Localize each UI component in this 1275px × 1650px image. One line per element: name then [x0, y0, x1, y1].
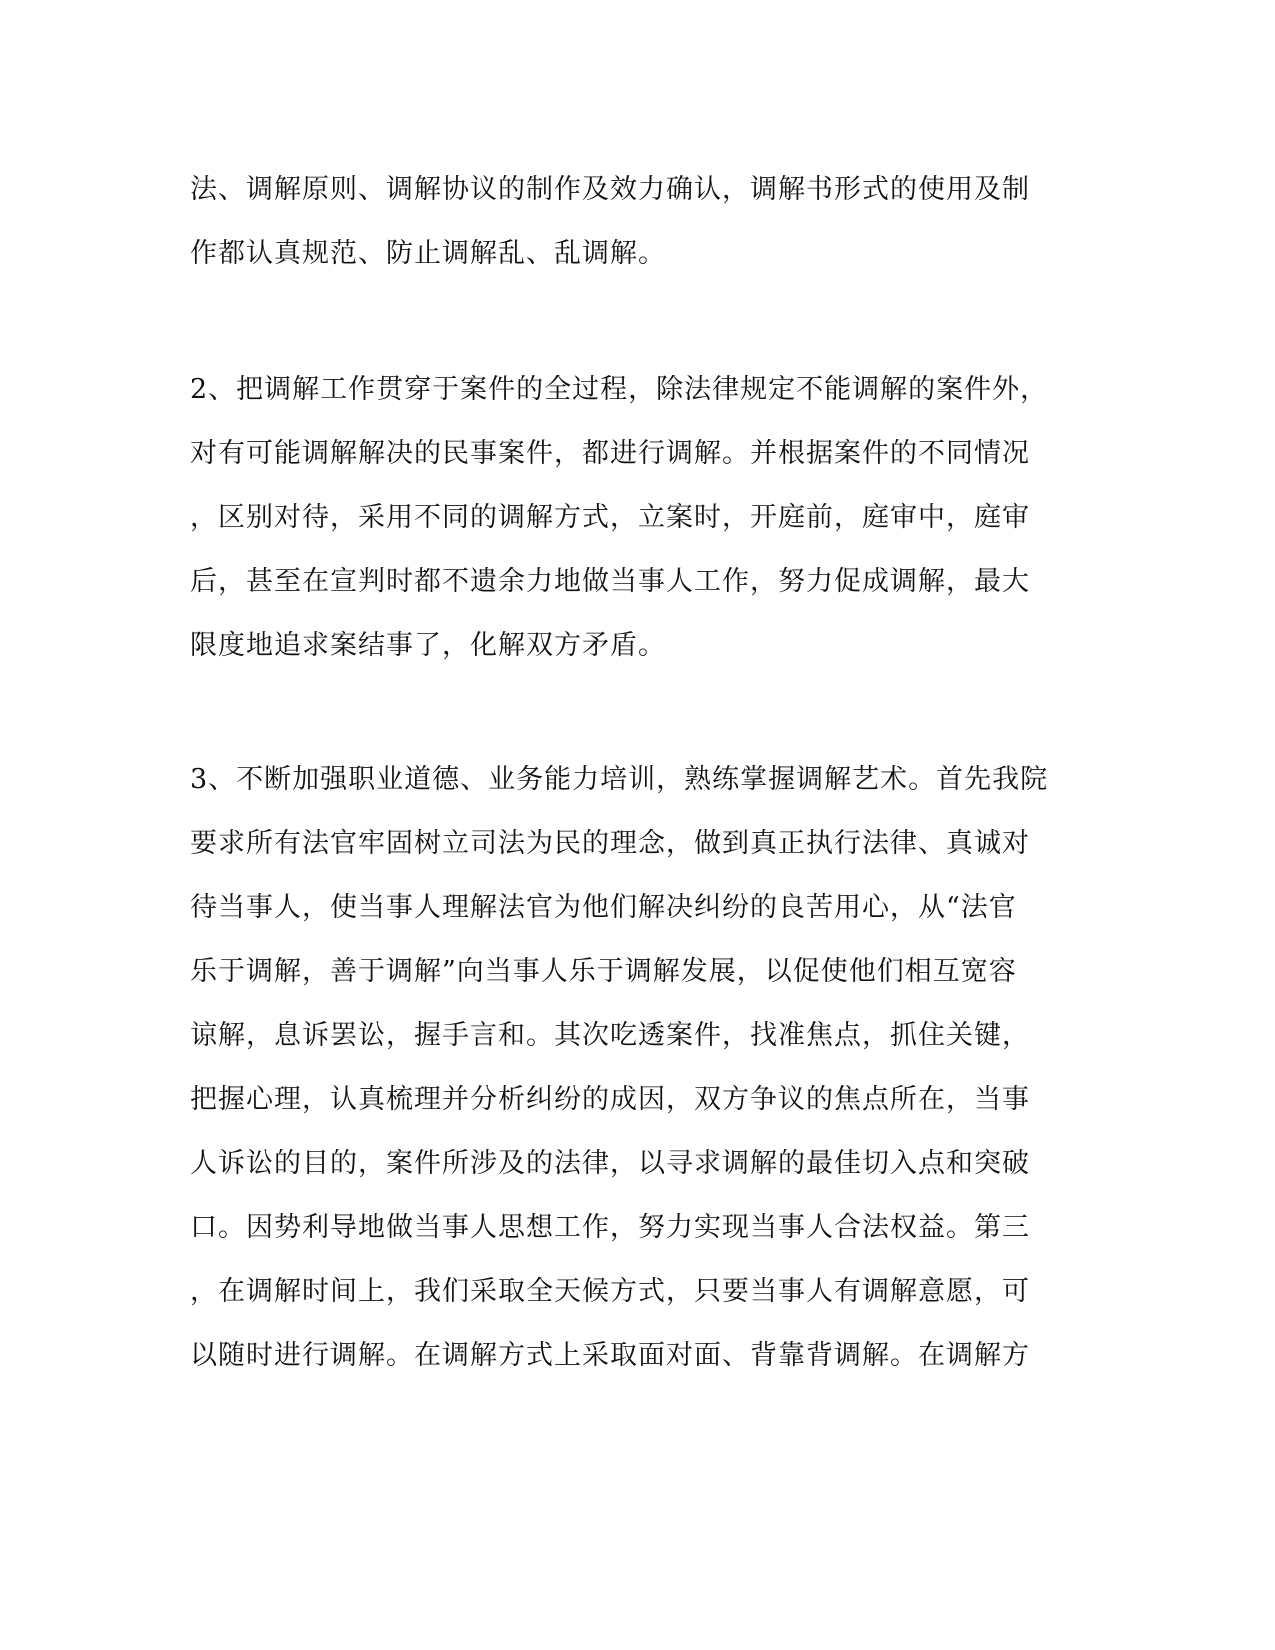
text-line: 人诉讼的目的，案件所涉及的法律，以寻求调解的最佳切入点和突破 [190, 1148, 1030, 1179]
text-line: 3、不断加强职业道德、业务能力培训，熟练掌握调解艺术。首先我院 [190, 764, 1049, 795]
text-line: 法、调解原则、调解协议的制作及效力确认，调解书形式的使用及制 [190, 174, 1030, 205]
text-line: 对有可能调解解决的民事案件，都进行调解。并根据案件的不同情况 [190, 438, 1030, 469]
text-line: 乐于调解，善于调解”向当事人乐于调解发展，以促使他们相互宽容 [190, 956, 1017, 987]
text-line: ，在调解时间上，我们采取全天候方式，只要当事人有调解意愿，可 [190, 1276, 1030, 1307]
text-line: ，区别对待，采用不同的调解方式，立案时，开庭前，庭审中，庭审 [190, 502, 1030, 533]
text-line: 要求所有法官牢固树立司法为民的理念，做到真正执行法律、真诚对 [190, 828, 1030, 859]
text-line: 作都认真规范、防止调解乱、乱调解。 [190, 238, 666, 269]
text-line: 待当事人，使当事人理解法官为他们解决纠纷的良苦用心，从“法官 [190, 892, 1017, 923]
text-line: 以随时进行调解。在调解方式上采取面对面、背靠背调解。在调解方 [190, 1340, 1030, 1371]
text-line: 把握心理，认真梳理并分析纠纷的成因，双方争议的焦点所在，当事 [190, 1084, 1030, 1115]
text-line: 口。因势利导地做当事人思想工作，努力实现当事人合法权益。第三 [190, 1212, 1030, 1243]
text-line: 2、把调解工作贯穿于案件的全过程，除法律规定不能调解的案件外， [190, 374, 1049, 405]
text-line: 限度地追求案结事了，化解双方矛盾。 [190, 630, 666, 661]
text-line: 谅解，息诉罢讼，握手言和。其次吃透案件，找准焦点，抓住关键， [190, 1020, 1030, 1051]
text-line: 后，甚至在宣判时都不遗余力地做当事人工作，努力促成调解，最大 [190, 566, 1030, 597]
